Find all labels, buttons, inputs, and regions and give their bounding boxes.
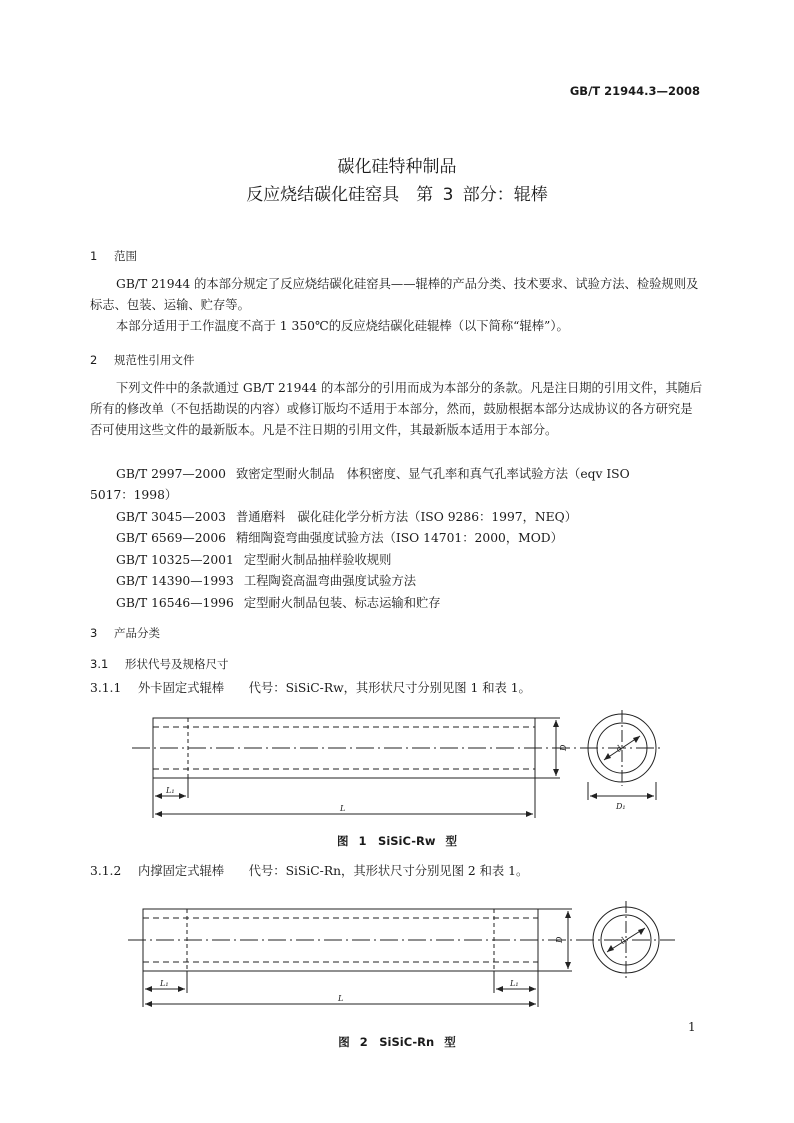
section-3-title: 产品分类	[114, 626, 160, 640]
arrowhead	[553, 720, 559, 727]
arrowhead	[553, 769, 559, 776]
section-3-1-1-number: 3.1.1	[90, 681, 122, 695]
section-1-heading	[90, 248, 137, 264]
ref-code: GB/T 2997—2000	[116, 467, 226, 481]
ref-code: GB/T 16546—1996	[116, 596, 234, 610]
section-3-1-number: 3.1	[90, 657, 109, 671]
section-3-1-2	[90, 861, 528, 879]
doc-title-line1: 碳化硅特种制品	[337, 157, 457, 177]
arrowhead	[155, 811, 162, 817]
arrowhead	[590, 793, 597, 799]
ref-item	[116, 593, 441, 611]
label-l1: L₁	[166, 786, 175, 795]
label-l1-left: L₁	[160, 979, 169, 988]
ref-title: 工程陶瓷高温弯曲强度试验方法	[243, 574, 416, 588]
label-bore-d: d	[614, 743, 625, 754]
label-l: L	[340, 804, 346, 813]
page-number: 1	[688, 1020, 696, 1034]
label-d1: D₁	[616, 802, 626, 811]
arrowhead	[179, 793, 186, 799]
section-1-para1: GB/T 21944 的本部分规定了反应烧结碳化硅窑具——辊棒的产品分类、技术要求、试验方法、检验规则及标志、包装、运输、贮存等。	[90, 277, 699, 312]
arrowhead	[604, 753, 611, 760]
section-2-number: 2	[90, 353, 98, 367]
ref-code: GB/T 14390—1993	[116, 574, 234, 588]
arrowhead	[145, 986, 152, 992]
section-3-1-1	[90, 678, 531, 696]
arrowhead	[155, 793, 162, 799]
figure-2-drawing	[0, 885, 794, 1015]
arrowhead	[647, 793, 654, 799]
arrowhead	[529, 986, 536, 992]
ref-item-cont: 5017：1998）	[90, 488, 178, 502]
ref-item	[116, 550, 391, 568]
ref-code: GB/T 6569—2006	[116, 531, 226, 545]
section-1-title: 范围	[114, 249, 137, 263]
section-3-1-2-number: 3.1.2	[90, 864, 122, 878]
figure-1-drawing	[0, 700, 794, 830]
section-3-1-title: 形状代号及规格尺寸	[125, 657, 229, 671]
ref-title: 致密定型耐火制品 体积密度、显气孔率和真气孔率试验方法（eqv ISO	[236, 467, 630, 481]
label-d: D	[559, 744, 568, 751]
label-bore-d: d	[618, 935, 629, 946]
arrowhead	[526, 811, 533, 817]
section-3-1-heading	[90, 656, 229, 672]
arrowhead	[565, 911, 571, 918]
arrowhead	[178, 986, 185, 992]
arrowhead	[638, 928, 645, 935]
section-2-title: 规范性引用文件	[114, 353, 195, 367]
label-l: L	[338, 994, 344, 1003]
doc-title-line2: 反应烧结碳化硅窑具 第 3 部分：辊棒	[246, 185, 548, 205]
ref-title: 定型耐火制品抽样验收规则	[243, 553, 392, 567]
ref-code: GB/T 10325—2001	[116, 553, 234, 567]
section-3-1-2-text: 内撑固定式辊棒 代号：SiSiC-Rn，其形状尺寸分别见图 2 和表 1。	[138, 864, 529, 878]
label-l1-right: L₁	[510, 979, 519, 988]
arrowhead	[529, 1001, 536, 1007]
section-2-heading	[90, 352, 195, 368]
ref-item	[116, 507, 577, 525]
arrowhead	[607, 945, 614, 952]
section-3-heading	[90, 625, 160, 641]
section-1-para2: 本部分适用于工作温度不高于 1 350℃的反应烧结碳化硅辊棒（以下简称“辊棒”）。	[116, 319, 569, 333]
ref-item	[116, 464, 630, 482]
ref-item	[116, 528, 563, 546]
arrowhead	[565, 962, 571, 969]
ref-item	[116, 571, 416, 589]
section-3-1-1-text: 外卡固定式辊棒 代号：SiSiC-Rw，其形状尺寸分别见图 1 和表 1。	[138, 681, 531, 695]
ref-title: 普通磨料 碳化硅化学分析方法（ISO 9286：1997，NEQ）	[236, 510, 578, 524]
arrowhead	[145, 1001, 152, 1007]
label-d: D	[555, 936, 564, 943]
section-1-number: 1	[90, 249, 98, 263]
ref-code: GB/T 3045—2003	[116, 510, 226, 524]
section-2-para1: 下列文件中的条款通过 GB/T 21944 的本部分的引用而成为本部分的条款。凡是注日期的引用文件，其随后所有的修改单（不包括勘误的内容）或修订版均不适用于本部分，然而，鼓励根据本部分达成协议的各方研究是否可使用这些文件的最新版本。凡是不注日期的引用文件，其最新版本适用于本部分。	[90, 381, 703, 437]
ref-title: 定型耐火制品包装、标志运输和贮存	[243, 596, 441, 610]
section-3-number: 3	[90, 626, 98, 640]
arrowhead	[496, 986, 503, 992]
standard-number: GB/T 21944.3—2008	[569, 84, 700, 98]
arrowhead	[633, 736, 640, 743]
ref-title: 精细陶瓷弯曲强度试验方法（ISO 14701：2000，MOD）	[236, 531, 563, 545]
figure-2-caption: 图 2 SiSiC-Rn 型	[338, 1035, 456, 1049]
figure-1-caption: 图 1 SiSiC-Rw 型	[337, 834, 457, 848]
